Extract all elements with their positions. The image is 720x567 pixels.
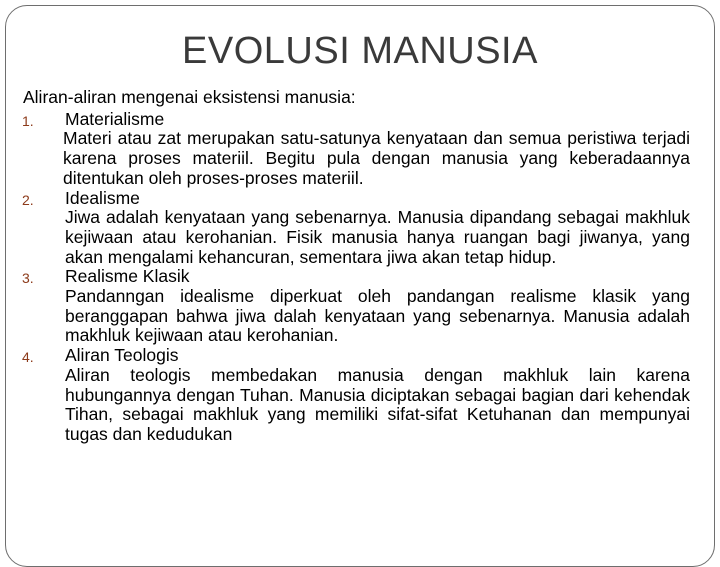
intro-text: Aliran-aliran mengenai eksistensi manusia: [23, 87, 356, 107]
item-heading: Aliran Teologis [65, 345, 179, 366]
item-description: Jiwa adalah kenyataan yang sebenarnya. Manusia dipandang sebagai makhluk kejiwaan atau kerohanian. Fisik manusia hanya ruangan bagi jiwanya, yang akan mengalami kehancuran, sementara jiwa akan tetap hidup. [65, 207, 690, 267]
item-description: Materi atau zat merupakan satu-satunya kenyataan dan semua peristiwa terjadi karena proses materiil. Begitu pula dengan manusia yang keberadaannya ditentukan oleh proses-proses materiil. [63, 128, 690, 188]
item-heading: Realisme Klasik [65, 266, 190, 287]
item-heading: Idealisme [65, 187, 140, 208]
item-number: 3. [22, 270, 34, 287]
item-number: 2. [22, 191, 34, 208]
item-number: 1. [22, 112, 34, 129]
item-heading: Materialisme [65, 108, 165, 129]
item-number: 4. [22, 349, 34, 366]
list-item-idealisme [23, 189, 690, 268]
list-item-aliran-teologis [23, 346, 690, 445]
list-item-realisme-klasik [23, 267, 690, 346]
item-description: Pandanngan idealisme diperkuat oleh pandangan realisme klasik yang beranggapan bahwa jiwa dalah kenyataan yang sebenarnya. Manusia adalah makhluk kejiwaan atau kerohanian. [65, 286, 690, 346]
item-description: Aliran teologis membedakan manusia dengan makhluk lain karena hubungannya dengan Tuhan. Manusia diciptakan sebagai bagian dari kehendak Tihan, sebagai makhluk yang memiliki sifat-sifat Ketuhanan dan mempunyai tugas dan kedudukan [65, 364, 690, 444]
slide-body [23, 88, 690, 445]
list-item-materialisme [23, 110, 690, 189]
slide-title: EVOLUSI MANUSIA [182, 30, 538, 72]
